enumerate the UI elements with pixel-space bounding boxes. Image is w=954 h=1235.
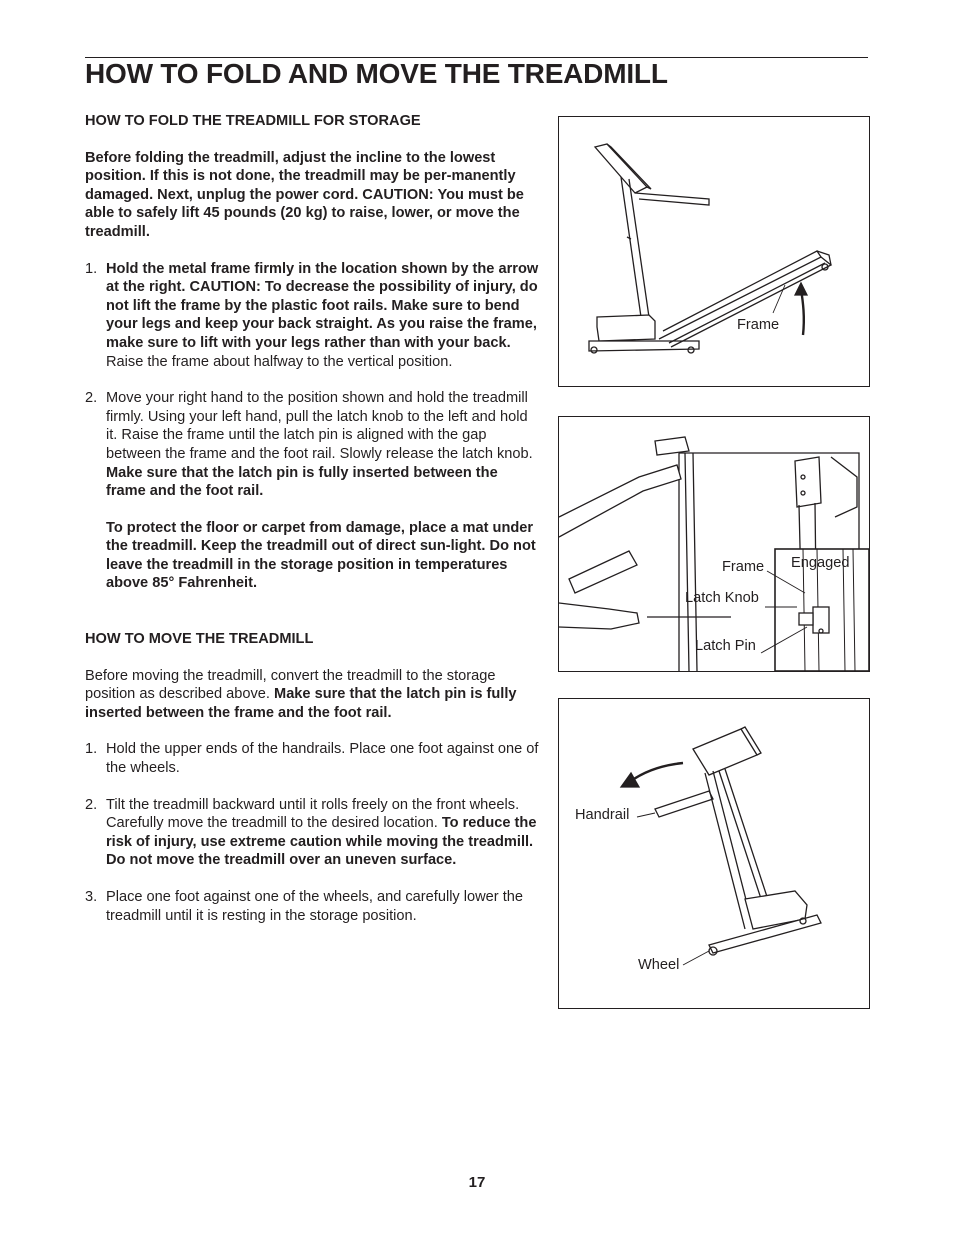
instructions-column bbox=[85, 112, 540, 925]
page-number: 17 bbox=[468, 1174, 486, 1191]
move-intro-bold: Make sure that the latch pin is fully inserted between the frame and the foot rail. bbox=[85, 686, 517, 721]
treadmill-lift-illustration bbox=[559, 117, 869, 386]
move-step-2 bbox=[85, 796, 540, 870]
move-step-2-number: 2. bbox=[85, 796, 98, 813]
figure-fold-latch bbox=[558, 416, 870, 672]
fold-step-1-number: 1. bbox=[85, 260, 98, 277]
move-step-2-bold: To reduce the risk of injury, use extreme caution while moving the treadmill. Do not move the treadmill over an uneven surface. bbox=[106, 815, 537, 869]
fig2-latch-knob-label: Latch Knob bbox=[685, 590, 759, 606]
fold-step-2-text: Move your right hand to the position shown and hold the treadmill firmly. Using your left hand, pull the latch knob to the left and hold it. Raise the frame until the latch pin is aligned with the gap between the frame and the foot rail. Slowly release the latch knob. bbox=[106, 390, 533, 462]
figure-move bbox=[558, 698, 870, 1009]
figure-fold-lift bbox=[558, 116, 870, 387]
fig1-frame-label: Frame bbox=[737, 317, 780, 333]
move-step-1-text: Hold the upper ends of the handrails. Place one foot against one of the wheels. bbox=[106, 741, 539, 777]
move-heading: HOW TO MOVE THE TREADMILL bbox=[85, 631, 314, 648]
fold-protect-note: To protect the floor or carpet from damage, place a mat under the treadmill. Keep the treadmill out of direct sun-light. Do not leave the treadmill in the storage position in temperatures above 85° Fahrenheit. bbox=[106, 519, 536, 592]
fold-step-2 bbox=[85, 389, 540, 501]
fig2-latch-pin-label: Latch Pin bbox=[695, 638, 756, 654]
move-intro bbox=[85, 667, 540, 723]
fig2-engaged-label: Engaged bbox=[791, 555, 850, 571]
move-step-3-number: 3. bbox=[85, 889, 98, 905]
fold-step-2-bold: Make sure that the latch pin is fully inserted between the frame and the foot rail. bbox=[106, 464, 498, 500]
fold-heading: HOW TO FOLD THE TREADMILL FOR STORAGE bbox=[85, 113, 421, 129]
fig2-frame-label: Frame bbox=[722, 559, 765, 575]
treadmill-move-illustration bbox=[559, 699, 869, 1008]
fig3-wheel-label: Wheel bbox=[638, 957, 680, 973]
move-step-3-text: Place one foot against one of the wheels, and carefully lower the treadmill until it is resting in the storage position. bbox=[106, 889, 523, 924]
fold-step-2-number: 2. bbox=[85, 390, 98, 407]
latch-illustration bbox=[559, 417, 869, 671]
move-step-1 bbox=[85, 740, 540, 777]
move-intro-text: Before moving the treadmill, convert the treadmill to the storage position as described above. bbox=[85, 667, 496, 703]
page-title: HOW TO FOLD AND MOVE THE TREADMILL bbox=[85, 58, 668, 89]
move-step-1-number: 1. bbox=[85, 741, 98, 758]
move-step-2-text: Tilt the treadmill backward until it rolls freely on the front wheels. Carefully move the treadmill to the desired location. bbox=[106, 796, 520, 832]
fig3-handrail-label: Handrail bbox=[575, 807, 630, 823]
fold-step-1 bbox=[85, 260, 540, 372]
move-step-3 bbox=[85, 888, 540, 925]
fold-step-1-text: Raise the frame about halfway to the vertical position. bbox=[106, 353, 453, 370]
fold-intro: Before folding the treadmill, adjust the incline to the lowest position. If this is not done, the treadmill may be per-manently damaged. Next, unplug the power cord. CAUTION: You must be able to safely lift 45 pounds (20 kg) to raise, lower, or move the treadmill. bbox=[85, 149, 524, 240]
fold-step-1-bold: Hold the metal frame firmly in the location shown by the arrow at the right. CAUTION: To decrease the possibility of injury, do not lift the frame by the plastic foot rails. Make sure to bend your legs and keep your back straight. As you raise the frame, make sure to lift with your legs rather than with your back. bbox=[106, 260, 539, 351]
